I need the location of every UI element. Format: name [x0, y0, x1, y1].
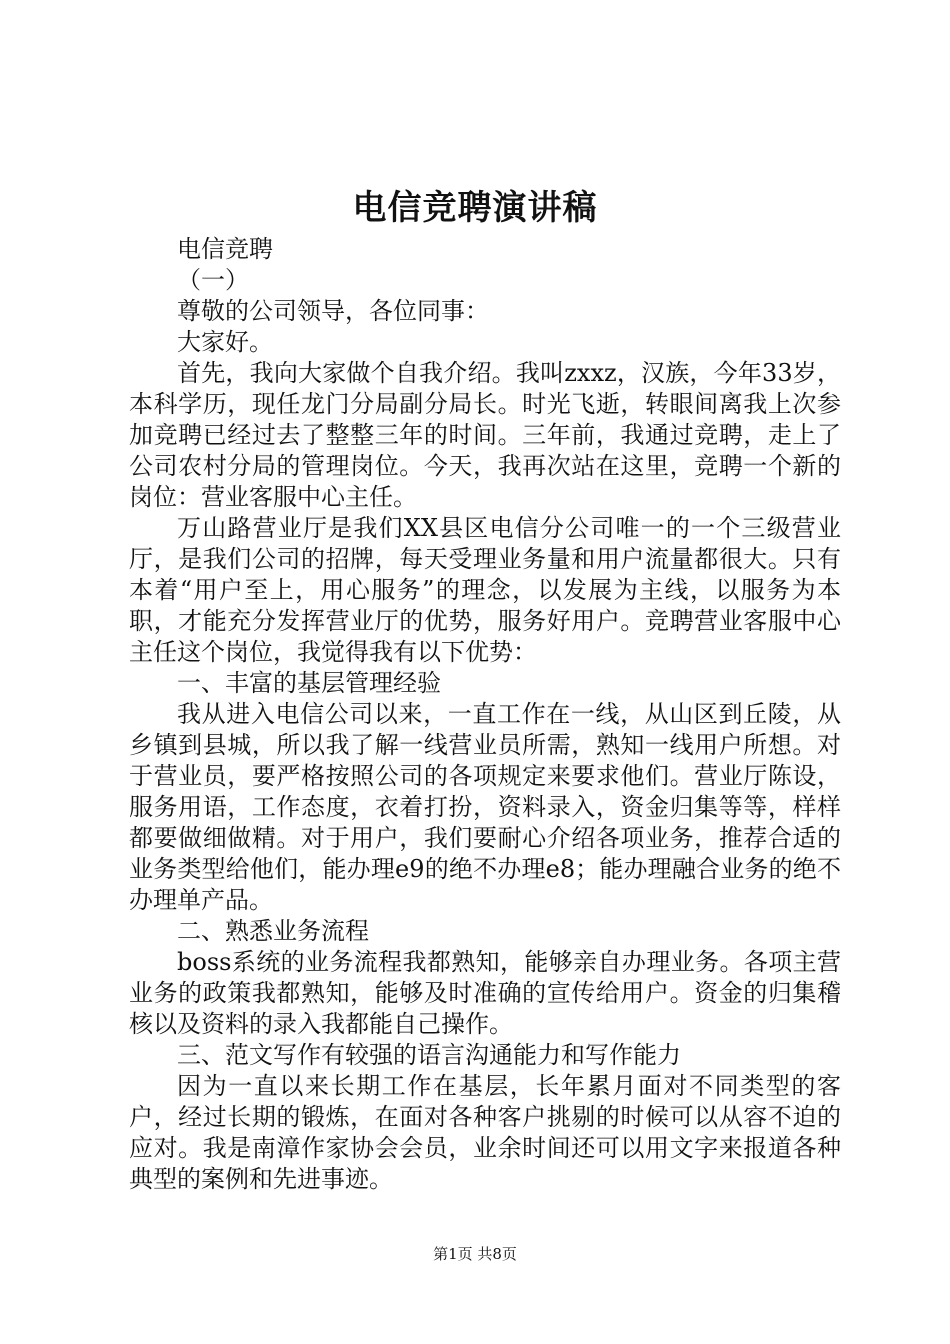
- paragraph: （一）: [177, 266, 249, 294]
- paragraph: 万山路营业厅是我们XX县区电信分公司唯一的一个三级营业厅，是我们公司的招牌，每天受理业务量和用户流量都很大。只有本着“用户至上，用心服务”的理念，以发展为主线，以服务为本职，才能充分发挥营业厅的优势，服务好用户。竞聘营业客服中心主任这个岗位，我觉得我有以下优势：: [129, 514, 841, 666]
- document-body: [129, 234, 841, 1195]
- paragraph: 电信竞聘: [177, 235, 273, 263]
- section-heading: 二、熟悉业务流程: [177, 917, 369, 945]
- paragraph: 因为一直以来长期工作在基层，长年累月面对不同类型的客户，经过长期的锻炼，在面对各种客户挑剔的时候可以从容不迫的应对。我是南漳作家协会会员，业余时间还可以用文字来报道各种典型的案例和先进事迹。: [129, 1072, 841, 1193]
- paragraph: 尊敬的公司领导，各位同事：: [177, 297, 489, 325]
- paragraph: 我从进入电信公司以来，一直工作在一线，从山区到丘陵，从乡镇到县城，所以我了解一线营业员所需，熟知一线用户所想。对于营业员，要严格按照公司的各项规定来要求他们。营业厅陈设，服务用语，工作态度，衣着打扮，资料录入，资金归集等等，样样都要做细做精。对于用户，我们要耐心介绍各项业务，推荐合适的业务类型给他们，能办理e9的绝不办理e8；能办理融合业务的绝不办理单产品。: [129, 700, 841, 914]
- page-footer: 第1页 共8页: [433, 1245, 517, 1263]
- paragraph: 首先，我向大家做个自我介绍。我叫zxxz，汉族，今年33岁，本科学历，现任龙门分局副分局长。时光飞逝，转眼间离我上次参加竞聘已经过去了整整三年的时间。三年前，我通过竞聘，走上了公司农村分局的管理岗位。今天，我再次站在这里，竞聘一个新的岗位：营业客服中心主任。: [129, 359, 841, 511]
- section-heading: 一、丰富的基层管理经验: [177, 669, 441, 697]
- document-title: 电信竞聘演讲稿: [352, 188, 598, 228]
- section-heading: 三、范文写作有较强的语言沟通能力和写作能力: [177, 1041, 681, 1069]
- paragraph: boss系统的业务流程我都熟知，能够亲自办理业务。各项主营业务的政策我都熟知，能够及时准确的宣传给用户。资金的归集稽核以及资料的录入我都能自己操作。: [129, 948, 841, 1038]
- paragraph: 大家好。: [177, 328, 273, 356]
